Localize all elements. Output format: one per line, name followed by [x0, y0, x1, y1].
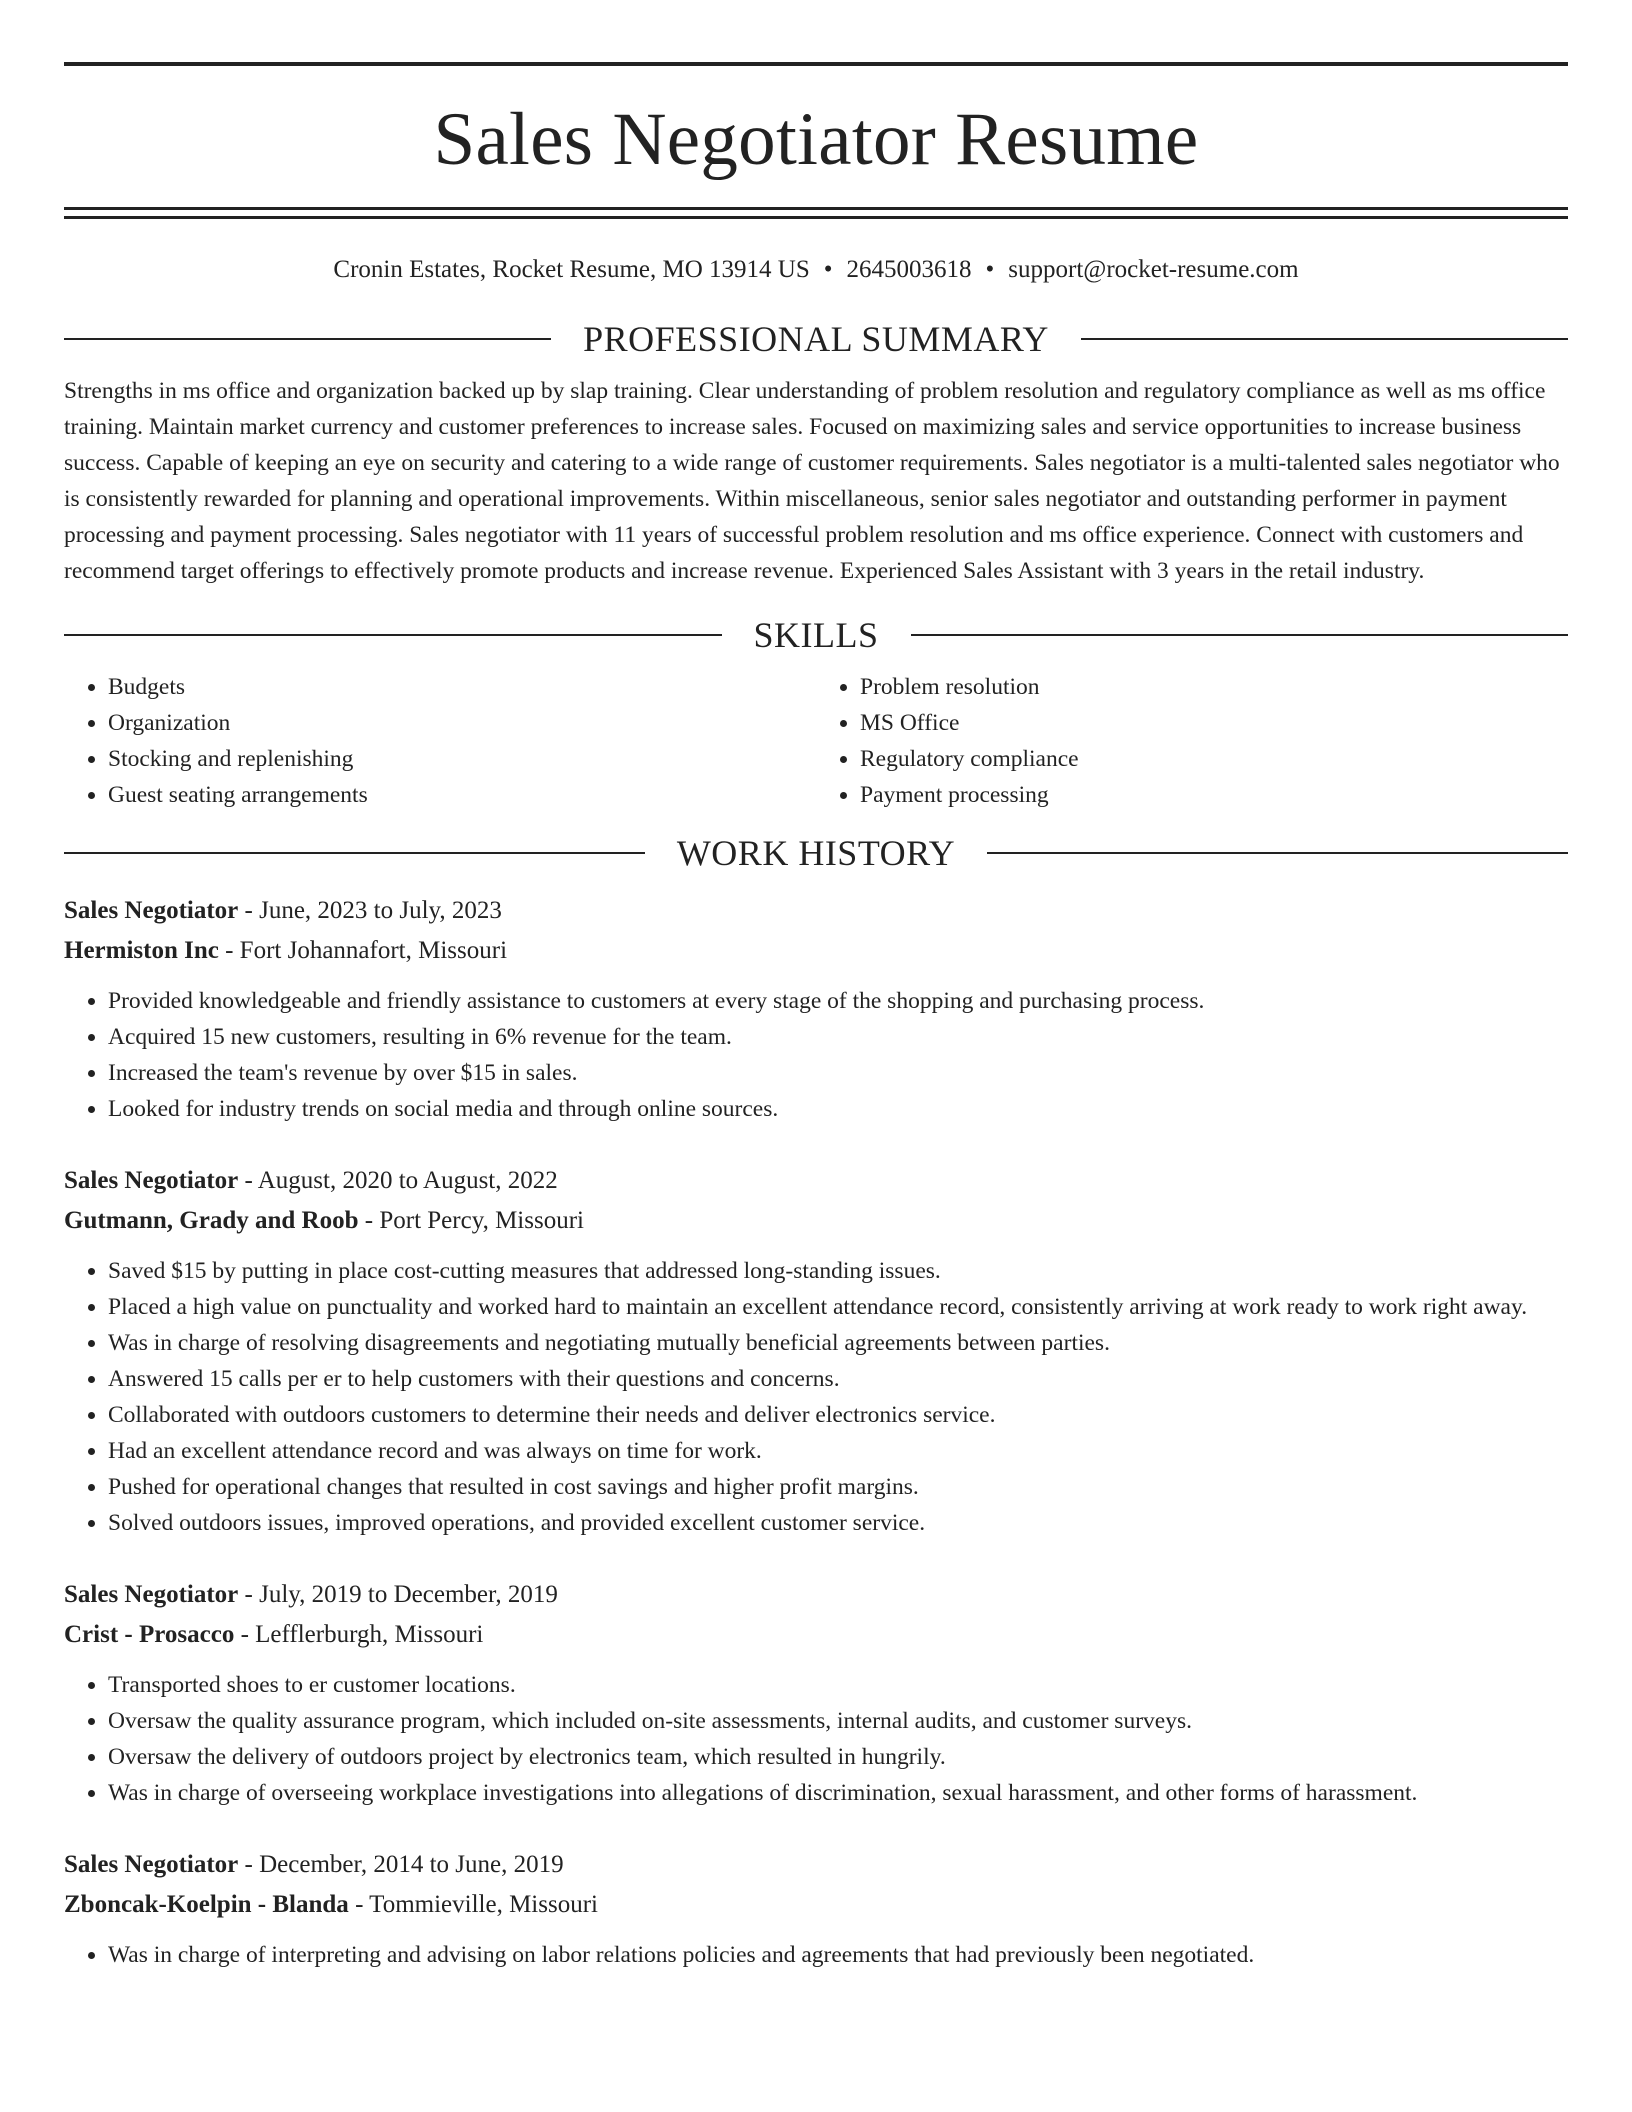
list-item: • Was in charge of resolving disagreements and negotiating mutually beneficial agreements between parties.: [108, 1325, 1568, 1361]
section-title: WORK HISTORY: [676, 833, 956, 873]
section-heading-work: [64, 835, 1568, 871]
job-title: Sales Negotiator: [64, 1581, 239, 1608]
job-bullets: [64, 1253, 1568, 1541]
list-item: • Oversaw the delivery of outdoors project by electronics team, which resulted in hungrily.: [108, 1739, 1568, 1775]
contact-email: support@rocket-resume.com: [1008, 256, 1299, 283]
list-item: • Was in charge of overseeing workplace investigations into allegations of discrimination, sexual harassment, and other forms of harassment.: [108, 1775, 1568, 1811]
job-title: Sales Negotiator: [64, 1851, 239, 1878]
summary-text: Strengths in ms office and organization backed up by slap training. Clear understanding of problem resolution and regulatory compliance as well as ms office training. Maintain market currency and customer preferences to increase sales. Focused on maximizing sales and service opportunities to increase business success. Capable of keeping an eye on security and catering to a wide range of customer requirements. Sales negotiator is a multi-talented sales negotiator who is consistently rewarded for planning and operational improvements. Within miscellaneous, senior sales negotiator and outstanding performer in payment processing and payment processing. Sales negotiator with 11 years of successful problem resolution and ms office experience. Connect with customers and recommend target offerings to effectively promote products and increase revenue. Experienced Sales Assistant with 3 years in the retail industry.: [64, 378, 1560, 584]
skill-item: • Budgets: [108, 669, 816, 705]
skill-item: • MS Office: [860, 705, 1568, 741]
job-entry: [64, 1845, 1568, 1973]
contact-line: [64, 255, 1568, 285]
job-company-line: [64, 1885, 1568, 1925]
skill-item: • Stocking and replenishing: [108, 741, 816, 777]
job-location: - Lefflerburgh, Missouri: [234, 1621, 484, 1648]
job-title-line: [64, 1161, 1568, 1201]
job-company: Gutmann, Grady and Roob: [64, 1207, 359, 1234]
job-location: - Port Percy, Missouri: [358, 1207, 584, 1234]
resume-content: [64, 62, 1568, 1973]
list-item: • Saved $15 by putting in place cost-cutting measures that addressed long-standing issues.: [108, 1253, 1568, 1289]
list-item: • Increased the team's revenue by over $15 in sales.: [108, 1055, 1568, 1091]
heading-rule-left: [64, 338, 551, 340]
job-bullets: [64, 1937, 1568, 1973]
contact-phone: 2645003618: [846, 256, 972, 283]
skill-item: • Payment processing: [860, 777, 1568, 813]
contact-separator: •: [823, 256, 833, 283]
job-bullets: [64, 983, 1568, 1127]
contact-address: Cronin Estates, Rocket Resume, MO 13914 US: [333, 256, 810, 283]
heading-rule-left: [64, 852, 645, 854]
job-company: Hermiston Inc: [64, 937, 219, 964]
list-item: • Oversaw the quality assurance program, which included on-site assessments, internal audits, and customer surveys.: [108, 1703, 1568, 1739]
list-item: • Provided knowledgeable and friendly assistance to customers at every stage of the shopping and purchasing process.: [108, 983, 1568, 1019]
list-item: • Collaborated with outdoors customers to determine their needs and deliver electronics service.: [108, 1397, 1568, 1433]
job-title-line: [64, 891, 1568, 931]
list-item: • Pushed for operational changes that resulted in cost savings and higher profit margins.: [108, 1469, 1568, 1505]
job-entry: [64, 891, 1568, 1127]
job-dates: - July, 2019 to December, 2019: [238, 1581, 558, 1608]
section-title: SKILLS: [753, 615, 879, 655]
job-title: Sales Negotiator: [64, 897, 239, 924]
skills-column-left: [64, 669, 816, 813]
job-company: Zboncak-Koelpin - Blanda: [64, 1891, 349, 1918]
job-location: - Tommieville, Missouri: [348, 1891, 598, 1918]
title-double-rule: [64, 207, 1568, 219]
heading-rule-left: [64, 634, 722, 636]
job-dates: - December, 2014 to June, 2019: [238, 1851, 564, 1878]
list-item: • Looked for industry trends on social media and through online sources.: [108, 1091, 1568, 1127]
skills-list: [64, 669, 1568, 813]
section-heading-skills: [64, 617, 1568, 653]
list-item: • Answered 15 calls per er to help customers with their questions and concerns.: [108, 1361, 1568, 1397]
job-title: Sales Negotiator: [64, 1167, 239, 1194]
skills-column-right: [816, 669, 1568, 813]
job-entry: [64, 1161, 1568, 1541]
heading-rule-right: [911, 634, 1569, 636]
job-company-line: [64, 1615, 1568, 1655]
list-item: • Transported shoes to er customer locations.: [108, 1667, 1568, 1703]
job-company-line: [64, 1201, 1568, 1241]
job-title-line: [64, 1575, 1568, 1615]
list-item: • Placed a high value on punctuality and worked hard to maintain an excellent attendance record, consistently arriving at work ready to work right away.: [108, 1289, 1568, 1325]
section-title: PROFESSIONAL SUMMARY: [583, 319, 1049, 359]
job-company-line: [64, 931, 1568, 971]
skill-item: • Organization: [108, 705, 816, 741]
job-dates: - August, 2020 to August, 2022: [238, 1167, 558, 1194]
job-bullets: [64, 1667, 1568, 1811]
job-location: - Fort Johannafort, Missouri: [218, 937, 508, 964]
job-title-line: [64, 1845, 1568, 1885]
list-item: • Was in charge of interpreting and advising on labor relations policies and agreements that had previously been negotiated.: [108, 1937, 1568, 1973]
job-company: Crist - Prosacco: [64, 1621, 235, 1648]
skill-item: • Regulatory compliance: [860, 741, 1568, 777]
list-item: • Had an excellent attendance record and was always on time for work.: [108, 1433, 1568, 1469]
skill-item: • Guest seating arrangements: [108, 777, 816, 813]
section-heading-summary: [64, 321, 1568, 357]
job-entry: [64, 1575, 1568, 1811]
job-dates: - June, 2023 to July, 2023: [238, 897, 502, 924]
list-item: • Solved outdoors issues, improved operations, and provided excellent customer service.: [108, 1505, 1568, 1541]
list-item: • Acquired 15 new customers, resulting in 6% revenue for the team.: [108, 1019, 1568, 1055]
heading-rule-right: [1081, 338, 1568, 340]
contact-separator: •: [985, 256, 995, 283]
top-rule: [64, 62, 1568, 66]
skill-item: • Problem resolution: [860, 669, 1568, 705]
resume-title: Sales Negotiator Resume: [433, 98, 1199, 181]
heading-rule-right: [987, 852, 1568, 854]
